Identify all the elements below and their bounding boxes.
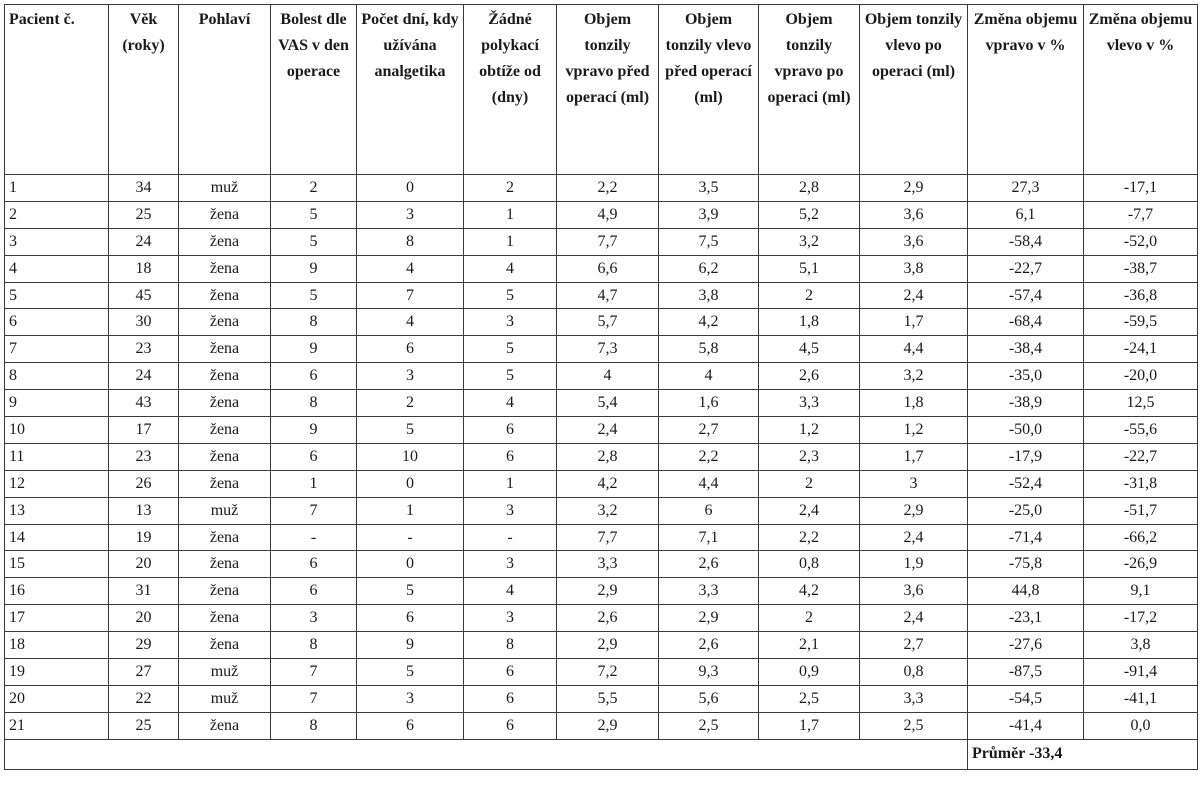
cell-right-vol-before: 5,4 xyxy=(557,390,659,417)
cell-right-vol-after: 5,2 xyxy=(759,201,860,228)
cell-analgesic-days: 9 xyxy=(357,632,464,659)
cell-left-change: -20,0 xyxy=(1084,363,1198,390)
cell-pain-vas: 8 xyxy=(271,309,357,336)
table-row xyxy=(5,470,1198,497)
header-right-change: Změna objemu vpravo v % xyxy=(968,5,1084,175)
cell-patient-no: 7 xyxy=(5,336,109,363)
cell-left-change: -38,7 xyxy=(1084,255,1198,282)
cell-no-swallow-issues: 6 xyxy=(464,443,557,470)
cell-patient-no: 15 xyxy=(5,551,109,578)
cell-right-vol-after: 5,1 xyxy=(759,255,860,282)
cell-patient-no: 4 xyxy=(5,255,109,282)
cell-sex: žena xyxy=(179,309,271,336)
cell-right-change: -25,0 xyxy=(968,497,1084,524)
cell-right-vol-after: 2 xyxy=(759,282,860,309)
cell-left-vol-after: 3,3 xyxy=(860,685,968,712)
cell-analgesic-days: 0 xyxy=(357,470,464,497)
cell-sex: žena xyxy=(179,201,271,228)
cell-pain-vas: 3 xyxy=(271,605,357,632)
cell-right-change: -23,1 xyxy=(968,605,1084,632)
cell-right-vol-before: 2,2 xyxy=(557,175,659,202)
table-row xyxy=(5,309,1198,336)
cell-left-vol-before: 3,9 xyxy=(659,201,759,228)
cell-right-vol-after: 4,2 xyxy=(759,578,860,605)
cell-analgesic-days: 10 xyxy=(357,443,464,470)
cell-left-vol-after: 2,4 xyxy=(860,282,968,309)
cell-no-swallow-issues: 6 xyxy=(464,685,557,712)
cell-right-change: -27,6 xyxy=(968,632,1084,659)
cell-age: 24 xyxy=(109,228,179,255)
cell-left-vol-before: 2,6 xyxy=(659,632,759,659)
cell-right-vol-before: 3,2 xyxy=(557,497,659,524)
cell-right-vol-before: 7,2 xyxy=(557,659,659,686)
cell-age: 25 xyxy=(109,201,179,228)
cell-age: 31 xyxy=(109,578,179,605)
table-row xyxy=(5,712,1198,739)
cell-right-change: 6,1 xyxy=(968,201,1084,228)
cell-analgesic-days: 1 xyxy=(357,497,464,524)
cell-left-vol-before: 2,9 xyxy=(659,605,759,632)
cell-pain-vas: 9 xyxy=(271,255,357,282)
cell-no-swallow-issues: 4 xyxy=(464,255,557,282)
cell-patient-no: 10 xyxy=(5,417,109,444)
cell-left-vol-after: 1,2 xyxy=(860,417,968,444)
table-row xyxy=(5,443,1198,470)
cell-right-change: 27,3 xyxy=(968,175,1084,202)
cell-sex: žena xyxy=(179,632,271,659)
cell-right-change: -38,4 xyxy=(968,336,1084,363)
cell-sex: žena xyxy=(179,605,271,632)
cell-age: 20 xyxy=(109,551,179,578)
table-row xyxy=(5,551,1198,578)
cell-left-vol-after: 3 xyxy=(860,470,968,497)
table-row xyxy=(5,497,1198,524)
cell-right-vol-after: 2,4 xyxy=(759,497,860,524)
cell-pain-vas: 8 xyxy=(271,390,357,417)
cell-no-swallow-issues: 5 xyxy=(464,282,557,309)
cell-patient-no: 3 xyxy=(5,228,109,255)
cell-right-vol-before: 4 xyxy=(557,363,659,390)
cell-right-vol-after: 0,8 xyxy=(759,551,860,578)
cell-right-vol-after: 2,2 xyxy=(759,524,860,551)
cell-patient-no: 2 xyxy=(5,201,109,228)
cell-no-swallow-issues: 6 xyxy=(464,712,557,739)
cell-right-change: -22,7 xyxy=(968,255,1084,282)
cell-left-vol-after: 2,9 xyxy=(860,175,968,202)
cell-no-swallow-issues: 4 xyxy=(464,578,557,605)
cell-sex: muž xyxy=(179,685,271,712)
cell-analgesic-days: 6 xyxy=(357,712,464,739)
cell-analgesic-days: 4 xyxy=(357,309,464,336)
table-row xyxy=(5,632,1198,659)
cell-right-change: 44,8 xyxy=(968,578,1084,605)
cell-left-vol-after: 4,4 xyxy=(860,336,968,363)
header-no-swallow-issues: Žádné polykací obtíže od (dny) xyxy=(464,5,557,175)
table-row xyxy=(5,605,1198,632)
cell-right-vol-after: 1,8 xyxy=(759,309,860,336)
cell-analgesic-days: 5 xyxy=(357,578,464,605)
cell-right-vol-before: 2,9 xyxy=(557,712,659,739)
cell-patient-no: 18 xyxy=(5,632,109,659)
cell-pain-vas: 8 xyxy=(271,712,357,739)
cell-analgesic-days: 2 xyxy=(357,390,464,417)
cell-pain-vas: 6 xyxy=(271,443,357,470)
cell-analgesic-days: - xyxy=(357,524,464,551)
cell-right-vol-after: 1,2 xyxy=(759,417,860,444)
cell-left-change: 9,1 xyxy=(1084,578,1198,605)
table-row xyxy=(5,336,1198,363)
cell-analgesic-days: 0 xyxy=(357,175,464,202)
table-body xyxy=(5,175,1198,740)
table-row xyxy=(5,659,1198,686)
cell-left-change: 12,5 xyxy=(1084,390,1198,417)
cell-patient-no: 12 xyxy=(5,470,109,497)
cell-left-change: -17,1 xyxy=(1084,175,1198,202)
cell-age: 17 xyxy=(109,417,179,444)
cell-left-change: -31,8 xyxy=(1084,470,1198,497)
cell-patient-no: 21 xyxy=(5,712,109,739)
header-right-vol-before: Objem tonzily vpravo před operací (ml) xyxy=(557,5,659,175)
cell-left-vol-before: 2,6 xyxy=(659,551,759,578)
cell-sex: žena xyxy=(179,712,271,739)
cell-left-vol-after: 1,7 xyxy=(860,309,968,336)
cell-no-swallow-issues: 3 xyxy=(464,309,557,336)
cell-analgesic-days: 4 xyxy=(357,255,464,282)
cell-no-swallow-issues: 1 xyxy=(464,470,557,497)
cell-right-vol-before: 3,3 xyxy=(557,551,659,578)
header-left-vol-before: Objem tonzily vlevo před operací (ml) xyxy=(659,5,759,175)
table-row xyxy=(5,228,1198,255)
cell-age: 27 xyxy=(109,659,179,686)
cell-patient-no: 14 xyxy=(5,524,109,551)
cell-analgesic-days: 5 xyxy=(357,659,464,686)
cell-no-swallow-issues: 6 xyxy=(464,417,557,444)
cell-left-vol-after: 3,6 xyxy=(860,228,968,255)
cell-right-vol-before: 5,5 xyxy=(557,685,659,712)
cell-sex: muž xyxy=(179,175,271,202)
cell-age: 18 xyxy=(109,255,179,282)
cell-patient-no: 8 xyxy=(5,363,109,390)
table-row xyxy=(5,524,1198,551)
cell-left-vol-before: 3,5 xyxy=(659,175,759,202)
cell-left-vol-before: 1,6 xyxy=(659,390,759,417)
cell-pain-vas: 9 xyxy=(271,417,357,444)
cell-right-change: -57,4 xyxy=(968,282,1084,309)
cell-analgesic-days: 7 xyxy=(357,282,464,309)
cell-left-vol-after: 2,5 xyxy=(860,712,968,739)
header-row xyxy=(5,5,1198,175)
footer-empty-cell xyxy=(5,739,968,769)
cell-right-change: -58,4 xyxy=(968,228,1084,255)
cell-right-change: -50,0 xyxy=(968,417,1084,444)
table-header xyxy=(5,5,1198,175)
cell-no-swallow-issues: 1 xyxy=(464,201,557,228)
cell-no-swallow-issues: 1 xyxy=(464,228,557,255)
cell-sex: žena xyxy=(179,255,271,282)
cell-right-change: -41,4 xyxy=(968,712,1084,739)
cell-right-vol-after: 2,3 xyxy=(759,443,860,470)
cell-right-vol-before: 4,9 xyxy=(557,201,659,228)
cell-age: 22 xyxy=(109,685,179,712)
cell-sex: žena xyxy=(179,524,271,551)
cell-age: 13 xyxy=(109,497,179,524)
cell-left-change: 3,8 xyxy=(1084,632,1198,659)
cell-right-vol-before: 2,4 xyxy=(557,417,659,444)
cell-sex: žena xyxy=(179,336,271,363)
cell-right-vol-before: 7,7 xyxy=(557,524,659,551)
cell-sex: žena xyxy=(179,228,271,255)
cell-patient-no: 13 xyxy=(5,497,109,524)
table-footer xyxy=(5,739,1198,769)
cell-left-vol-after: 1,9 xyxy=(860,551,968,578)
cell-right-vol-before: 6,6 xyxy=(557,255,659,282)
cell-no-swallow-issues: 6 xyxy=(464,659,557,686)
cell-left-vol-before: 2,7 xyxy=(659,417,759,444)
cell-patient-no: 6 xyxy=(5,309,109,336)
cell-pain-vas: 5 xyxy=(271,228,357,255)
cell-patient-no: 11 xyxy=(5,443,109,470)
cell-right-change: -75,8 xyxy=(968,551,1084,578)
cell-patient-no: 5 xyxy=(5,282,109,309)
cell-analgesic-days: 0 xyxy=(357,551,464,578)
average-label: Průměr -33,4 xyxy=(968,739,1198,769)
cell-pain-vas: - xyxy=(271,524,357,551)
header-age: Věk (roky) xyxy=(109,5,179,175)
cell-no-swallow-issues: 2 xyxy=(464,175,557,202)
table-row xyxy=(5,282,1198,309)
cell-left-vol-after: 2,4 xyxy=(860,524,968,551)
cell-age: 43 xyxy=(109,390,179,417)
footer-row xyxy=(5,739,1198,769)
cell-left-vol-after: 3,6 xyxy=(860,578,968,605)
cell-age: 29 xyxy=(109,632,179,659)
cell-left-vol-after: 2,4 xyxy=(860,605,968,632)
cell-left-vol-before: 5,6 xyxy=(659,685,759,712)
cell-right-vol-before: 4,7 xyxy=(557,282,659,309)
cell-right-vol-after: 2 xyxy=(759,470,860,497)
cell-right-vol-after: 2 xyxy=(759,605,860,632)
table-row xyxy=(5,255,1198,282)
cell-left-vol-before: 2,2 xyxy=(659,443,759,470)
cell-age: 23 xyxy=(109,336,179,363)
cell-sex: žena xyxy=(179,282,271,309)
cell-right-change: -71,4 xyxy=(968,524,1084,551)
cell-sex: žena xyxy=(179,363,271,390)
cell-age: 20 xyxy=(109,605,179,632)
cell-left-vol-after: 3,6 xyxy=(860,201,968,228)
cell-no-swallow-issues: 5 xyxy=(464,336,557,363)
cell-sex: žena xyxy=(179,470,271,497)
cell-left-change: 0,0 xyxy=(1084,712,1198,739)
cell-age: 24 xyxy=(109,363,179,390)
cell-right-vol-before: 5,7 xyxy=(557,309,659,336)
cell-right-vol-before: 2,9 xyxy=(557,632,659,659)
cell-left-vol-before: 4 xyxy=(659,363,759,390)
cell-right-change: -35,0 xyxy=(968,363,1084,390)
cell-pain-vas: 1 xyxy=(271,470,357,497)
cell-left-vol-before: 2,5 xyxy=(659,712,759,739)
table-row xyxy=(5,201,1198,228)
cell-left-vol-before: 4,2 xyxy=(659,309,759,336)
header-left-vol-after: Objem tonzily vlevo po operaci (ml) xyxy=(860,5,968,175)
cell-sex: žena xyxy=(179,551,271,578)
cell-left-vol-after: 3,8 xyxy=(860,255,968,282)
cell-no-swallow-issues: 4 xyxy=(464,390,557,417)
cell-patient-no: 1 xyxy=(5,175,109,202)
cell-right-vol-after: 2,6 xyxy=(759,363,860,390)
table-row xyxy=(5,685,1198,712)
cell-right-vol-before: 2,9 xyxy=(557,578,659,605)
cell-left-change: -51,7 xyxy=(1084,497,1198,524)
cell-left-change: -55,6 xyxy=(1084,417,1198,444)
cell-left-vol-before: 5,8 xyxy=(659,336,759,363)
cell-right-vol-after: 3,3 xyxy=(759,390,860,417)
cell-left-vol-after: 3,2 xyxy=(860,363,968,390)
cell-right-vol-before: 4,2 xyxy=(557,470,659,497)
cell-pain-vas: 8 xyxy=(271,632,357,659)
table-row xyxy=(5,363,1198,390)
cell-pain-vas: 5 xyxy=(271,282,357,309)
cell-sex: žena xyxy=(179,390,271,417)
cell-right-change: -68,4 xyxy=(968,309,1084,336)
cell-left-vol-before: 6 xyxy=(659,497,759,524)
cell-right-change: -38,9 xyxy=(968,390,1084,417)
cell-right-vol-after: 3,2 xyxy=(759,228,860,255)
cell-left-vol-before: 9,3 xyxy=(659,659,759,686)
cell-right-vol-after: 4,5 xyxy=(759,336,860,363)
cell-no-swallow-issues: 3 xyxy=(464,605,557,632)
cell-analgesic-days: 8 xyxy=(357,228,464,255)
cell-right-change: -17,9 xyxy=(968,443,1084,470)
cell-right-vol-after: 2,8 xyxy=(759,175,860,202)
cell-pain-vas: 7 xyxy=(271,497,357,524)
cell-pain-vas: 7 xyxy=(271,685,357,712)
cell-sex: žena xyxy=(179,443,271,470)
cell-patient-no: 19 xyxy=(5,659,109,686)
cell-no-swallow-issues: 3 xyxy=(464,497,557,524)
cell-age: 45 xyxy=(109,282,179,309)
cell-age: 19 xyxy=(109,524,179,551)
cell-age: 25 xyxy=(109,712,179,739)
cell-right-vol-after: 2,1 xyxy=(759,632,860,659)
cell-right-change: -54,5 xyxy=(968,685,1084,712)
cell-no-swallow-issues: 8 xyxy=(464,632,557,659)
cell-analgesic-days: 3 xyxy=(357,685,464,712)
cell-pain-vas: 9 xyxy=(271,336,357,363)
patient-data-table xyxy=(4,4,1198,770)
header-sex: Pohlaví xyxy=(179,5,271,175)
cell-patient-no: 17 xyxy=(5,605,109,632)
cell-sex: žena xyxy=(179,578,271,605)
cell-analgesic-days: 6 xyxy=(357,336,464,363)
cell-left-change: -22,7 xyxy=(1084,443,1198,470)
cell-left-vol-after: 2,9 xyxy=(860,497,968,524)
cell-right-vol-before: 2,6 xyxy=(557,605,659,632)
cell-left-vol-after: 1,8 xyxy=(860,390,968,417)
cell-sex: muž xyxy=(179,659,271,686)
header-right-vol-after: Objem tonzily vpravo po operaci (ml) xyxy=(759,5,860,175)
cell-patient-no: 9 xyxy=(5,390,109,417)
cell-left-vol-before: 3,8 xyxy=(659,282,759,309)
cell-no-swallow-issues: 5 xyxy=(464,363,557,390)
cell-left-vol-before: 7,1 xyxy=(659,524,759,551)
cell-analgesic-days: 3 xyxy=(357,201,464,228)
cell-analgesic-days: 5 xyxy=(357,417,464,444)
cell-pain-vas: 2 xyxy=(271,175,357,202)
cell-right-change: -52,4 xyxy=(968,470,1084,497)
cell-right-vol-before: 7,7 xyxy=(557,228,659,255)
cell-pain-vas: 6 xyxy=(271,551,357,578)
cell-left-change: -66,2 xyxy=(1084,524,1198,551)
cell-left-vol-after: 2,7 xyxy=(860,632,968,659)
cell-pain-vas: 7 xyxy=(271,659,357,686)
cell-right-change: -87,5 xyxy=(968,659,1084,686)
cell-left-change: -41,1 xyxy=(1084,685,1198,712)
cell-pain-vas: 5 xyxy=(271,201,357,228)
cell-age: 34 xyxy=(109,175,179,202)
cell-no-swallow-issues: 3 xyxy=(464,551,557,578)
header-pain-vas: Bolest dle VAS v den operace xyxy=(271,5,357,175)
cell-age: 30 xyxy=(109,309,179,336)
cell-left-vol-before: 6,2 xyxy=(659,255,759,282)
cell-left-change: -26,9 xyxy=(1084,551,1198,578)
cell-left-change: -7,7 xyxy=(1084,201,1198,228)
cell-left-change: -17,2 xyxy=(1084,605,1198,632)
cell-pain-vas: 6 xyxy=(271,363,357,390)
cell-right-vol-after: 0,9 xyxy=(759,659,860,686)
header-analgesic-days: Počet dní, kdy užívána analgetika xyxy=(357,5,464,175)
cell-age: 23 xyxy=(109,443,179,470)
cell-left-vol-after: 0,8 xyxy=(860,659,968,686)
cell-left-vol-before: 7,5 xyxy=(659,228,759,255)
cell-no-swallow-issues: - xyxy=(464,524,557,551)
cell-patient-no: 16 xyxy=(5,578,109,605)
cell-right-vol-before: 7,3 xyxy=(557,336,659,363)
table-row xyxy=(5,390,1198,417)
cell-patient-no: 20 xyxy=(5,685,109,712)
cell-left-vol-before: 4,4 xyxy=(659,470,759,497)
cell-analgesic-days: 6 xyxy=(357,605,464,632)
cell-left-vol-before: 3,3 xyxy=(659,578,759,605)
table-row xyxy=(5,578,1198,605)
cell-sex: muž xyxy=(179,497,271,524)
cell-right-vol-after: 2,5 xyxy=(759,685,860,712)
cell-age: 26 xyxy=(109,470,179,497)
cell-pain-vas: 6 xyxy=(271,578,357,605)
cell-sex: žena xyxy=(179,417,271,444)
cell-left-vol-after: 1,7 xyxy=(860,443,968,470)
cell-left-change: -52,0 xyxy=(1084,228,1198,255)
cell-analgesic-days: 3 xyxy=(357,363,464,390)
cell-right-vol-after: 1,7 xyxy=(759,712,860,739)
cell-right-vol-before: 2,8 xyxy=(557,443,659,470)
table-row xyxy=(5,175,1198,202)
header-left-change: Změna objemu vlevo v % xyxy=(1084,5,1198,175)
cell-left-change: -59,5 xyxy=(1084,309,1198,336)
table-row xyxy=(5,417,1198,444)
header-patient-no: Pacient č. xyxy=(5,5,109,175)
cell-left-change: -36,8 xyxy=(1084,282,1198,309)
cell-left-change: -24,1 xyxy=(1084,336,1198,363)
cell-left-change: -91,4 xyxy=(1084,659,1198,686)
